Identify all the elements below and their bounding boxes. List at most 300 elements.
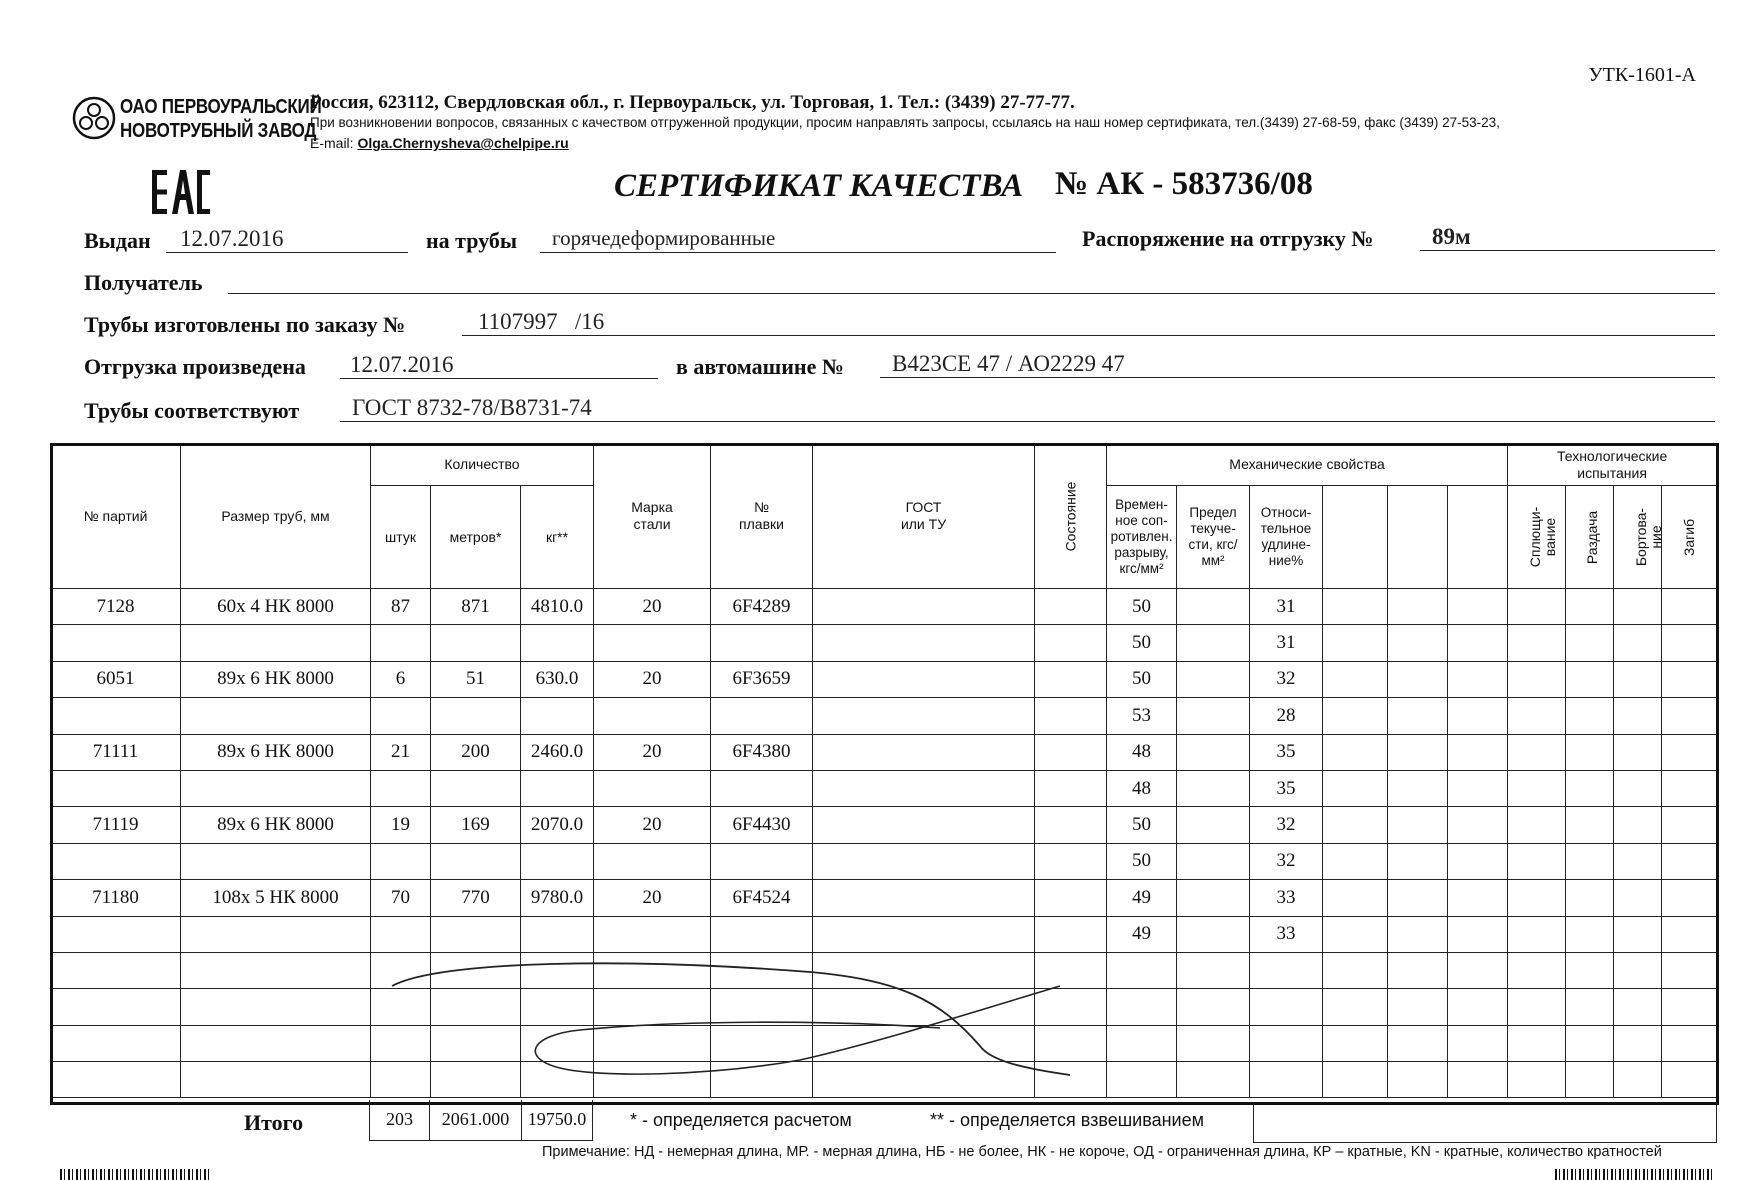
inquiry-text: При возникновении вопросов, связанных с качеством отгруженной продукции, просим направлять запросы, ссылаясь на наш номер сертификата, тел.(3439) 27-68-59, факс (3439) 27-53-23, (310, 115, 1500, 130)
cell-empty (1508, 734, 1566, 770)
cell-tensile: 50 (1107, 589, 1177, 625)
cell-empty (1388, 770, 1448, 806)
cell-empty (1177, 843, 1250, 879)
cell-empty (1388, 843, 1448, 879)
cell-empty (1662, 589, 1717, 625)
cell-kg: 9780.0 (521, 880, 594, 916)
cell-empty (1388, 698, 1448, 734)
cell-empty (1614, 661, 1662, 697)
cell-meters (431, 1062, 521, 1098)
cell-heat (711, 625, 813, 661)
cell-empty (1448, 661, 1508, 697)
table-row (51, 734, 1717, 770)
cell-empty (1388, 952, 1448, 988)
cell-empty (813, 661, 1035, 697)
table-row (51, 1025, 1717, 1061)
cell-pieces: 70 (371, 880, 431, 916)
cell-empty (1323, 1062, 1388, 1098)
cell-empty (1035, 625, 1107, 661)
cell-empty (1662, 807, 1717, 843)
cell-empty (1177, 952, 1250, 988)
cell-empty (1388, 1025, 1448, 1061)
cell-batch: 71111 (51, 734, 181, 770)
cell-kg: 4810.0 (521, 589, 594, 625)
table-row (51, 1062, 1717, 1098)
cell-heat (711, 698, 813, 734)
cell-pieces: 87 (371, 589, 431, 625)
cell-elongation: 35 (1250, 770, 1323, 806)
cell-elongation (1250, 1025, 1323, 1061)
cell-empty (1388, 625, 1448, 661)
cell-empty (1566, 1025, 1614, 1061)
cell-steel (594, 698, 711, 734)
cell-meters (431, 698, 521, 734)
cell-kg (521, 770, 594, 806)
cell-empty (813, 625, 1035, 661)
cell-empty (1662, 952, 1717, 988)
cell-empty (1448, 989, 1508, 1025)
cell-meters (431, 625, 521, 661)
header-steel: Марка стали (594, 444, 711, 589)
cell-empty (1508, 1025, 1566, 1061)
issued-label: Выдан (84, 228, 151, 253)
cell-empty (1508, 807, 1566, 843)
cell-elongation: 32 (1250, 661, 1323, 697)
cell-batch (51, 770, 181, 806)
cell-batch (51, 1025, 181, 1061)
cell-tensile: 50 (1107, 807, 1177, 843)
email-label: E-mail: (310, 135, 354, 151)
cell-empty (1177, 770, 1250, 806)
cell-batch (51, 1062, 181, 1098)
cell-tensile (1107, 1025, 1177, 1061)
cell-empty (1508, 880, 1566, 916)
cell-batch (51, 625, 181, 661)
cell-empty (1035, 807, 1107, 843)
table-row (51, 843, 1717, 879)
cell-empty (1508, 589, 1566, 625)
header-elongation: Относи-тельное удлине-ние% (1250, 486, 1323, 589)
table-row (51, 770, 1717, 806)
pipes-label: на трубы (426, 228, 518, 253)
cell-meters (431, 916, 521, 952)
cell-pieces: 6 (371, 661, 431, 697)
cell-pieces (371, 770, 431, 806)
cell-empty (1323, 843, 1388, 879)
cell-tensile: 50 (1107, 843, 1177, 879)
table-row (51, 916, 1717, 952)
cell-steel: 20 (594, 734, 711, 770)
cell-size (181, 989, 371, 1025)
cell-batch: 71119 (51, 807, 181, 843)
cell-empty (1662, 698, 1717, 734)
cell-empty (813, 589, 1035, 625)
header-mech-extra-2 (1388, 486, 1448, 589)
cell-empty (1448, 880, 1508, 916)
table-row (51, 807, 1717, 843)
cell-empty (1566, 698, 1614, 734)
recipient-label: Получатель (84, 270, 203, 295)
cell-empty (1035, 1025, 1107, 1061)
cell-empty (1566, 734, 1614, 770)
cell-empty (1035, 952, 1107, 988)
cell-size (181, 770, 371, 806)
cell-heat (711, 952, 813, 988)
cell-tensile: 48 (1107, 734, 1177, 770)
header-state (1035, 444, 1107, 589)
cell-size: 89х 6 НК 8000 (181, 661, 371, 697)
vehicle-label: в автомашине № (676, 354, 844, 379)
cell-steel (594, 916, 711, 952)
cell-empty (1177, 1025, 1250, 1061)
cell-empty (1662, 625, 1717, 661)
cell-empty (1177, 916, 1250, 952)
cell-pieces (371, 989, 431, 1025)
cell-batch (51, 843, 181, 879)
cell-size (181, 698, 371, 734)
header-batch: № партий (51, 444, 181, 589)
email-line (310, 135, 569, 151)
cell-empty (1177, 880, 1250, 916)
cell-empty (1388, 734, 1448, 770)
order-number: 1107997 /16 (478, 309, 605, 334)
cell-steel: 20 (594, 589, 711, 625)
cell-empty (1448, 1062, 1508, 1098)
cell-empty (1323, 589, 1388, 625)
cell-empty (1323, 807, 1388, 843)
cell-empty (1035, 770, 1107, 806)
conform-label: Трубы соответствуют (84, 398, 300, 423)
cell-steel: 20 (594, 880, 711, 916)
cell-pieces (371, 1062, 431, 1098)
cell-size (181, 916, 371, 952)
cell-tensile: 48 (1107, 770, 1177, 806)
cell-heat: 6F4430 (711, 807, 813, 843)
totals-kg: 19750.0 (527, 1109, 587, 1129)
cell-elongation (1250, 989, 1323, 1025)
cell-pieces (371, 698, 431, 734)
shipment-date: 12.07.2016 (350, 352, 454, 377)
header-tech-tests: Технологические испытания (1508, 444, 1717, 486)
cell-kg (521, 916, 594, 952)
cell-empty (1323, 1025, 1388, 1061)
cell-empty (1035, 734, 1107, 770)
cell-empty (1566, 952, 1614, 988)
cell-empty (1323, 952, 1388, 988)
cell-empty (1448, 734, 1508, 770)
header-heat: № плавки (711, 444, 813, 589)
cell-size: 89х 6 НК 8000 (181, 807, 371, 843)
cell-empty (1323, 661, 1388, 697)
cell-empty (1566, 770, 1614, 806)
cell-empty (1177, 625, 1250, 661)
cell-empty (1662, 989, 1717, 1025)
cell-empty (1448, 807, 1508, 843)
cell-empty (1508, 989, 1566, 1025)
table-row (51, 625, 1717, 661)
cell-empty (1508, 625, 1566, 661)
cell-empty (1448, 698, 1508, 734)
cell-kg (521, 843, 594, 879)
cell-empty (1614, 843, 1662, 879)
cell-empty (1662, 734, 1717, 770)
cell-tensile: 49 (1107, 916, 1177, 952)
cell-meters (431, 843, 521, 879)
cell-size (181, 625, 371, 661)
cell-empty (1448, 916, 1508, 952)
cell-empty (1614, 589, 1662, 625)
cell-empty (1662, 1025, 1717, 1061)
cell-elongation: 33 (1250, 916, 1323, 952)
cell-empty (1388, 916, 1448, 952)
cell-empty (1388, 1062, 1448, 1098)
cell-steel (594, 843, 711, 879)
cell-empty (1614, 734, 1662, 770)
cell-empty (1448, 770, 1508, 806)
cell-kg (521, 989, 594, 1025)
header-gost: ГОСТ или ТУ (813, 444, 1035, 589)
table-row (51, 880, 1717, 916)
company-name (120, 95, 321, 143)
cell-steel (594, 770, 711, 806)
cell-empty (813, 952, 1035, 988)
cell-size: 108х 5 НК 8000 (181, 880, 371, 916)
cell-steel (594, 625, 711, 661)
vehicle-number: В423СЕ 47 / АО2229 47 (892, 351, 1125, 376)
company-name-line2: НОВОТРУБНЫЙ ЗАВОД (120, 120, 317, 142)
cell-empty (813, 1062, 1035, 1098)
cell-empty (1035, 698, 1107, 734)
header-flanging-text: Бортова-ние (1633, 507, 1665, 566)
cell-empty (1614, 1062, 1662, 1098)
cell-empty (1448, 843, 1508, 879)
cell-empty (1566, 843, 1614, 879)
email-link[interactable]: Olga.Chernysheva@chelpipe.ru (357, 135, 569, 151)
cell-empty (1448, 952, 1508, 988)
table-row (51, 698, 1717, 734)
cell-kg (521, 952, 594, 988)
cell-empty (813, 698, 1035, 734)
cell-empty (1448, 589, 1508, 625)
cell-kg: 2070.0 (521, 807, 594, 843)
cell-kg (521, 1025, 594, 1061)
cell-elongation (1250, 1062, 1323, 1098)
header-bend (1662, 486, 1717, 589)
cell-batch: 6051 (51, 661, 181, 697)
cell-tensile (1107, 1062, 1177, 1098)
cell-empty (1662, 1062, 1717, 1098)
header-tensile: Времен-ное соп-ротивлен. разрыву, кгс/мм² (1107, 486, 1177, 589)
header-mech-extra-3 (1448, 486, 1508, 589)
cell-heat (711, 843, 813, 879)
cell-empty (1388, 589, 1448, 625)
cell-heat: 6F4289 (711, 589, 813, 625)
cell-empty (1566, 807, 1614, 843)
cell-batch (51, 698, 181, 734)
cell-empty (1388, 989, 1448, 1025)
cell-elongation: 32 (1250, 807, 1323, 843)
cell-pieces: 21 (371, 734, 431, 770)
shipping-order-label: Распоряжение на отгрузку № (1082, 226, 1374, 251)
cell-empty (1035, 661, 1107, 697)
cell-empty (1614, 770, 1662, 806)
cell-elongation: 28 (1250, 698, 1323, 734)
cell-pieces (371, 843, 431, 879)
cell-empty (1177, 807, 1250, 843)
cell-steel: 20 (594, 661, 711, 697)
cell-tensile: 53 (1107, 698, 1177, 734)
cell-empty (1323, 770, 1388, 806)
cell-empty (1508, 843, 1566, 879)
cell-steel (594, 1062, 711, 1098)
cell-kg: 2460.0 (521, 734, 594, 770)
cell-kg (521, 625, 594, 661)
shipment-label: Отгрузка произведена (84, 354, 306, 379)
cell-empty (1177, 1062, 1250, 1098)
cell-empty (1388, 807, 1448, 843)
table-row (51, 989, 1717, 1025)
cell-kg (521, 698, 594, 734)
cell-empty (1662, 661, 1717, 697)
cell-batch: 71180 (51, 880, 181, 916)
table-row (51, 661, 1717, 697)
header-kg: кг** (521, 486, 594, 589)
header-mech-extra-1 (1323, 486, 1388, 589)
cell-heat: 6F3659 (711, 661, 813, 697)
totals-box (369, 1100, 593, 1141)
cell-empty (1614, 916, 1662, 952)
cell-meters (431, 952, 521, 988)
cell-empty (1566, 880, 1614, 916)
certificate-number: № АК - 583736/08 (1055, 166, 1313, 202)
cell-heat (711, 989, 813, 1025)
cell-meters (431, 1025, 521, 1061)
cell-pieces (371, 952, 431, 988)
cell-pieces (371, 625, 431, 661)
header-size: Размер труб, мм (181, 444, 371, 589)
cell-empty (1614, 880, 1662, 916)
cell-empty (1177, 734, 1250, 770)
cell-elongation: 33 (1250, 880, 1323, 916)
cell-empty (1448, 1025, 1508, 1061)
cell-empty (1323, 880, 1388, 916)
note-text: Примечание: НД - немерная длина, МР. - мерная длина, НБ - не более, НК - не короче, ОД - ограниченная длина, КР – кратные, KN - кратные, количество кратностей (542, 1144, 1662, 1160)
header-yield: Предел текуче-сти, кгс/мм² (1177, 486, 1250, 589)
cell-empty (1035, 989, 1107, 1025)
quality-table (50, 443, 1717, 1098)
cell-empty (1508, 1062, 1566, 1098)
cell-empty (1177, 661, 1250, 697)
header-expansion (1566, 486, 1614, 589)
cell-empty (1177, 589, 1250, 625)
cell-empty (1388, 880, 1448, 916)
company-logo-icon (72, 96, 116, 140)
header-flattening-text: Сплющи-вание (1527, 506, 1559, 567)
cell-size (181, 1062, 371, 1098)
header-flanging (1614, 486, 1665, 589)
cell-empty (1614, 625, 1662, 661)
cell-empty (813, 734, 1035, 770)
cell-heat: 6F4380 (711, 734, 813, 770)
conform-standard: ГОСТ 8732-78/В8731-74 (352, 395, 592, 420)
cell-batch (51, 952, 181, 988)
cell-empty (1566, 589, 1614, 625)
cell-size: 60х 4 НК 8000 (181, 589, 371, 625)
cell-empty (1035, 589, 1107, 625)
table-row (51, 589, 1717, 625)
cell-steel (594, 989, 711, 1025)
cell-steel (594, 952, 711, 988)
cell-empty (813, 843, 1035, 879)
footnote-weighed: ** - определяется взвешиванием (930, 1110, 1204, 1130)
cell-empty (1566, 661, 1614, 697)
certificate-title: СЕРТИФИКАТ КАЧЕСТВА (614, 168, 1024, 204)
cell-empty (1508, 770, 1566, 806)
cell-empty (1662, 916, 1717, 952)
table-row (51, 952, 1717, 988)
cell-meters (431, 770, 521, 806)
header-bend-text: Загиб (1680, 518, 1697, 556)
eac-mark-icon (150, 168, 212, 216)
cell-batch (51, 916, 181, 952)
cell-kg (521, 1062, 594, 1098)
cell-empty (1508, 698, 1566, 734)
cell-heat (711, 1062, 813, 1098)
cell-heat (711, 916, 813, 952)
cell-empty (1177, 989, 1250, 1025)
cell-empty (1035, 1062, 1107, 1098)
cell-empty (1614, 989, 1662, 1025)
cell-meters (431, 989, 521, 1025)
cell-batch (51, 989, 181, 1025)
cell-empty (1388, 661, 1448, 697)
header-mechanical: Механические свойства (1107, 444, 1508, 486)
cell-meters: 169 (431, 807, 521, 843)
cell-empty (1566, 1062, 1614, 1098)
cell-empty (1035, 843, 1107, 879)
header-flattening (1508, 486, 1566, 589)
cell-tensile (1107, 952, 1177, 988)
barcode-right (1555, 1169, 1715, 1180)
totals-pieces: 203 (370, 1100, 430, 1140)
cell-kg: 630.0 (521, 661, 594, 697)
cell-empty (1323, 625, 1388, 661)
header-state-text: Состояние (1062, 481, 1079, 551)
cell-empty (1177, 698, 1250, 734)
cell-empty (1614, 952, 1662, 988)
cell-empty (813, 880, 1035, 916)
cell-empty (1508, 916, 1566, 952)
cell-heat (711, 1025, 813, 1061)
cell-empty (1508, 952, 1566, 988)
cell-batch: 7128 (51, 589, 181, 625)
shipping-order-number: 89м (1432, 224, 1471, 249)
totals-meters: 2061.000 (430, 1100, 522, 1140)
cell-size: 89х 6 НК 8000 (181, 734, 371, 770)
cell-size (181, 843, 371, 879)
cell-pieces: 19 (371, 807, 431, 843)
cell-empty (1662, 880, 1717, 916)
cell-empty (1508, 661, 1566, 697)
cell-elongation: 31 (1250, 625, 1323, 661)
header-expansion-text: Раздача (1584, 510, 1601, 564)
cell-empty (1323, 698, 1388, 734)
cell-empty (1566, 625, 1614, 661)
footnote-calculated: * - определяется расчетом (630, 1110, 852, 1130)
header-meters: метров* (431, 486, 521, 589)
company-name-line1: ОАО ПЕРВОУРАЛЬСКИЙ (120, 96, 322, 118)
cell-empty (1614, 698, 1662, 734)
